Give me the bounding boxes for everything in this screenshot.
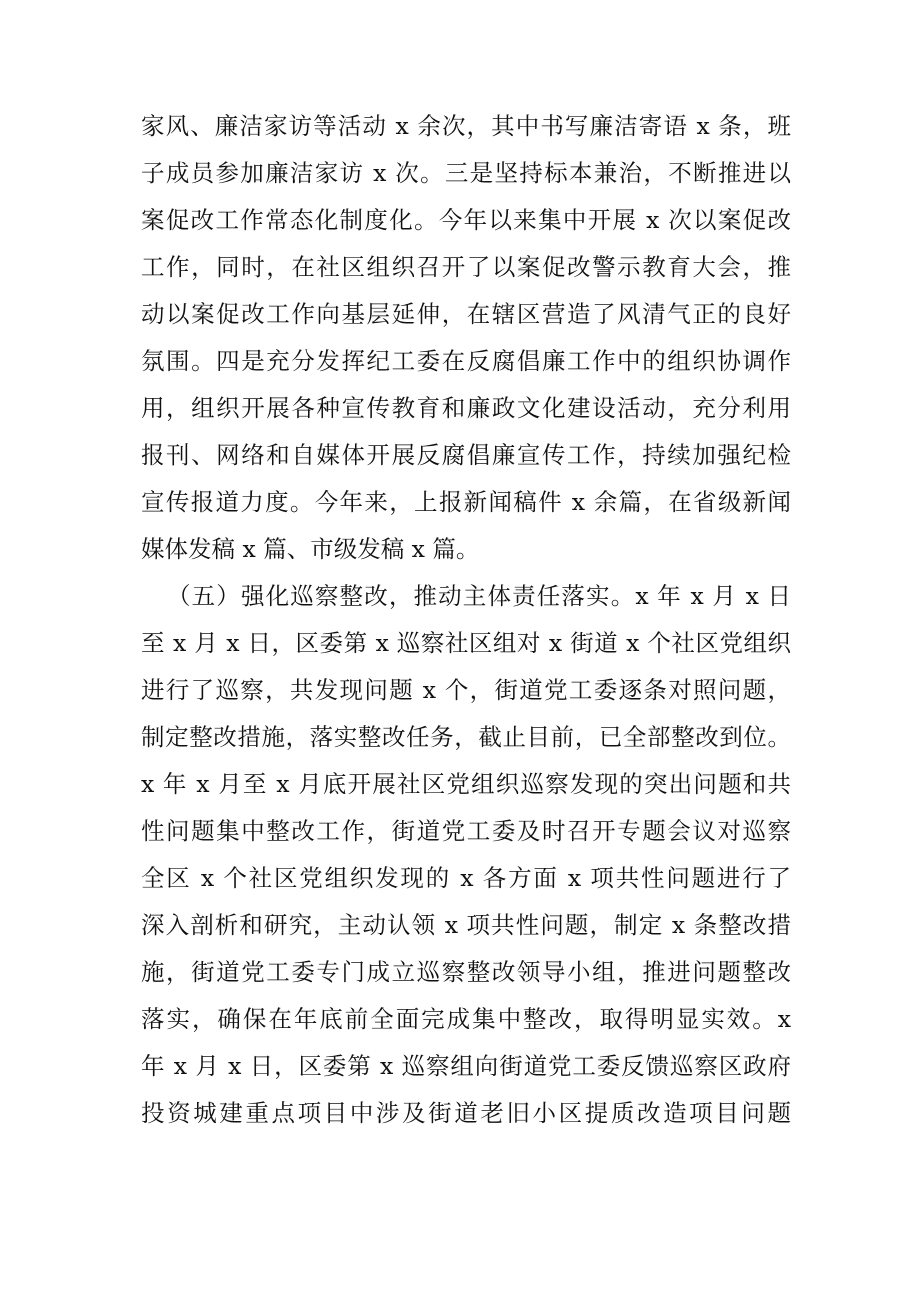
text-line: 进行了巡察，共发现问题 x 个，街道党工委逐条对照问题， xyxy=(141,676,791,704)
paragraph-2 xyxy=(141,573,791,1137)
text-line: 家风、廉洁家访等活动 x 余次，其中书写廉洁寄语 x 条，班 xyxy=(141,112,791,140)
text-line: 氛围。四是充分发挥纪工委在反腐倡廉工作中的组织协调作 xyxy=(141,347,791,375)
text-line: 投资城建重点项目中涉及街道老旧小区提质改造项目问题 xyxy=(141,1099,791,1127)
text-line: 工作，同时，在社区组织召开了以案促改警示教育大会，推 xyxy=(141,253,791,281)
text-line: 深入剖析和研究，主动认领 x 项共性问题，制定 x 条整改措 xyxy=(141,911,791,939)
text-line: 全区 x 个社区党组织发现的 x 各方面 x 项共性问题进行了 xyxy=(141,864,791,892)
text-line: 至 x 月 x 日，区委第 x 巡察社区组对 x 街道 x 个社区党组织 xyxy=(141,629,791,657)
text-line: x 年 x 月至 x 月底开展社区党组织巡察发现的突出问题和共 xyxy=(141,770,791,798)
text-line: 落实，确保在年底前全面完成集中整改，取得明显实效。x xyxy=(141,1005,791,1033)
text-line: 报刊、网络和自媒体开展反腐倡廉宣传工作，持续加强纪检 xyxy=(141,441,791,469)
text-line: 施，街道党工委专门成立巡察整改领导小组，推进问题整改 xyxy=(141,958,791,986)
text-line: 媒体发稿 x 篇、市级发稿 x 篇。 xyxy=(141,535,480,563)
document-body xyxy=(141,103,791,1137)
text-line: 宣传报道力度。今年来，上报新闻稿件 x 余篇，在省级新闻 xyxy=(141,488,791,516)
text-line: 性问题集中整改工作，街道党工委及时召开专题会议对巡察 xyxy=(141,817,791,845)
section-heading-line: （五）强化巡察整改，推动主体责任落实。x 年 x 月 x 日 xyxy=(167,582,791,610)
text-line: 子成员参加廉洁家访 x 次。三是坚持标本兼治，不断推进以 xyxy=(141,159,791,187)
text-line: 动以案促改工作向基层延伸，在辖区营造了风清气正的良好 xyxy=(141,300,791,328)
text-line: 案促改工作常态化制度化。今年以来集中开展 x 次以案促改 xyxy=(141,206,791,234)
text-line: 年 x 月 x 日，区委第 x 巡察组向街道党工委反馈巡察区政府 xyxy=(141,1052,791,1080)
text-line: 制定整改措施，落实整改任务，截止目前，已全部整改到位。 xyxy=(141,723,791,751)
paragraph-1 xyxy=(141,103,791,573)
text-line: 用，组织开展各种宣传教育和廉政文化建设活动，充分利用 xyxy=(141,394,791,422)
